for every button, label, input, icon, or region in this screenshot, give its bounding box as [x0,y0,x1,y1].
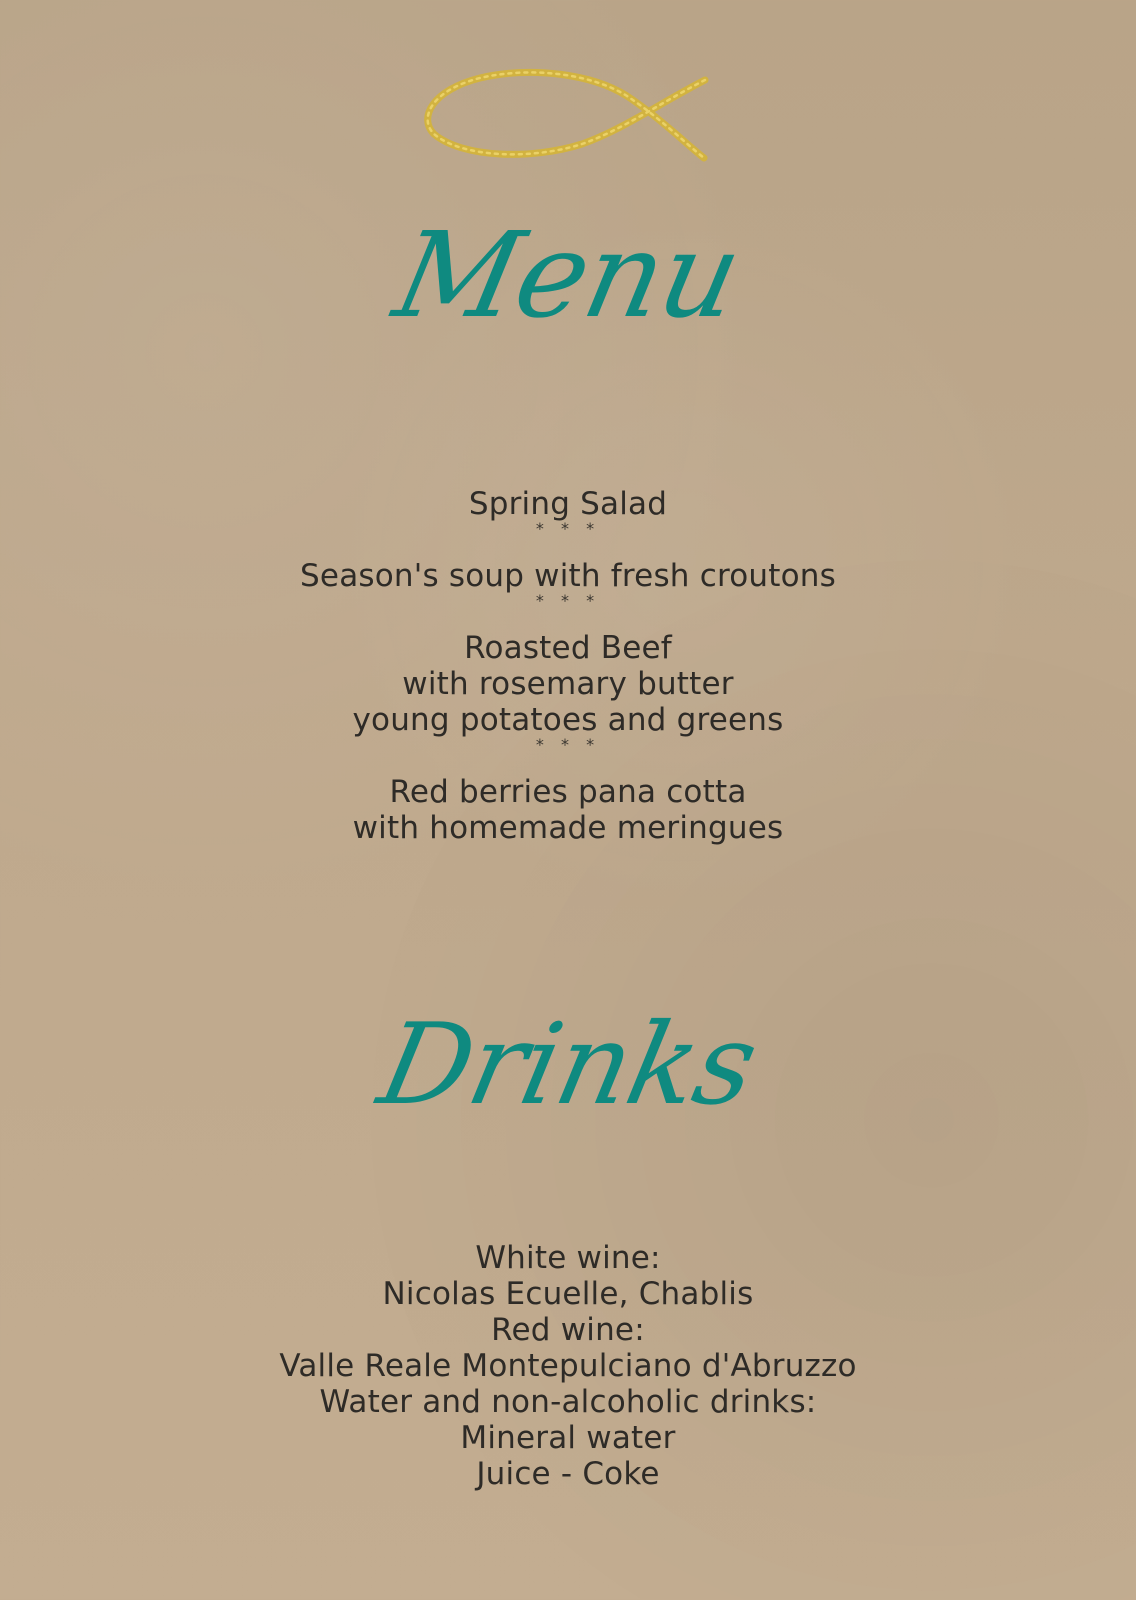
course-line: Spring Salad [468,486,668,522]
course-line: Red berries pana cotta [389,774,747,810]
drink-line: Valle Reale Montepulciano d'Abruzzo [279,1348,857,1384]
course-line: Season's soup with fresh croutons [300,558,836,594]
ichthys-fish-icon [422,60,714,170]
course-line: with homemade meringues [352,810,784,846]
course-line: with rosemary butter [402,666,734,702]
menu-title: Menu [384,206,752,344]
menu-courses [0,486,1136,846]
course-separator: * * * [535,591,601,610]
drinks-title: Drinks [368,1000,768,1130]
drink-line: Mineral water [460,1420,676,1456]
course-separator: * * * [535,735,601,754]
drink-line: White wine: [475,1240,661,1276]
drink-line: Red wine: [491,1312,645,1348]
drink-line: Nicolas Ecuelle, Chablis [382,1276,754,1312]
course-line: Roasted Beef [464,630,672,666]
course-line: young potatoes and greens [352,702,784,738]
course-separator: * * * [535,519,601,538]
drink-line: Water and non-alcoholic drinks: [319,1384,817,1420]
drinks-list [0,1240,1136,1492]
drink-line: Juice - Coke [476,1456,660,1492]
